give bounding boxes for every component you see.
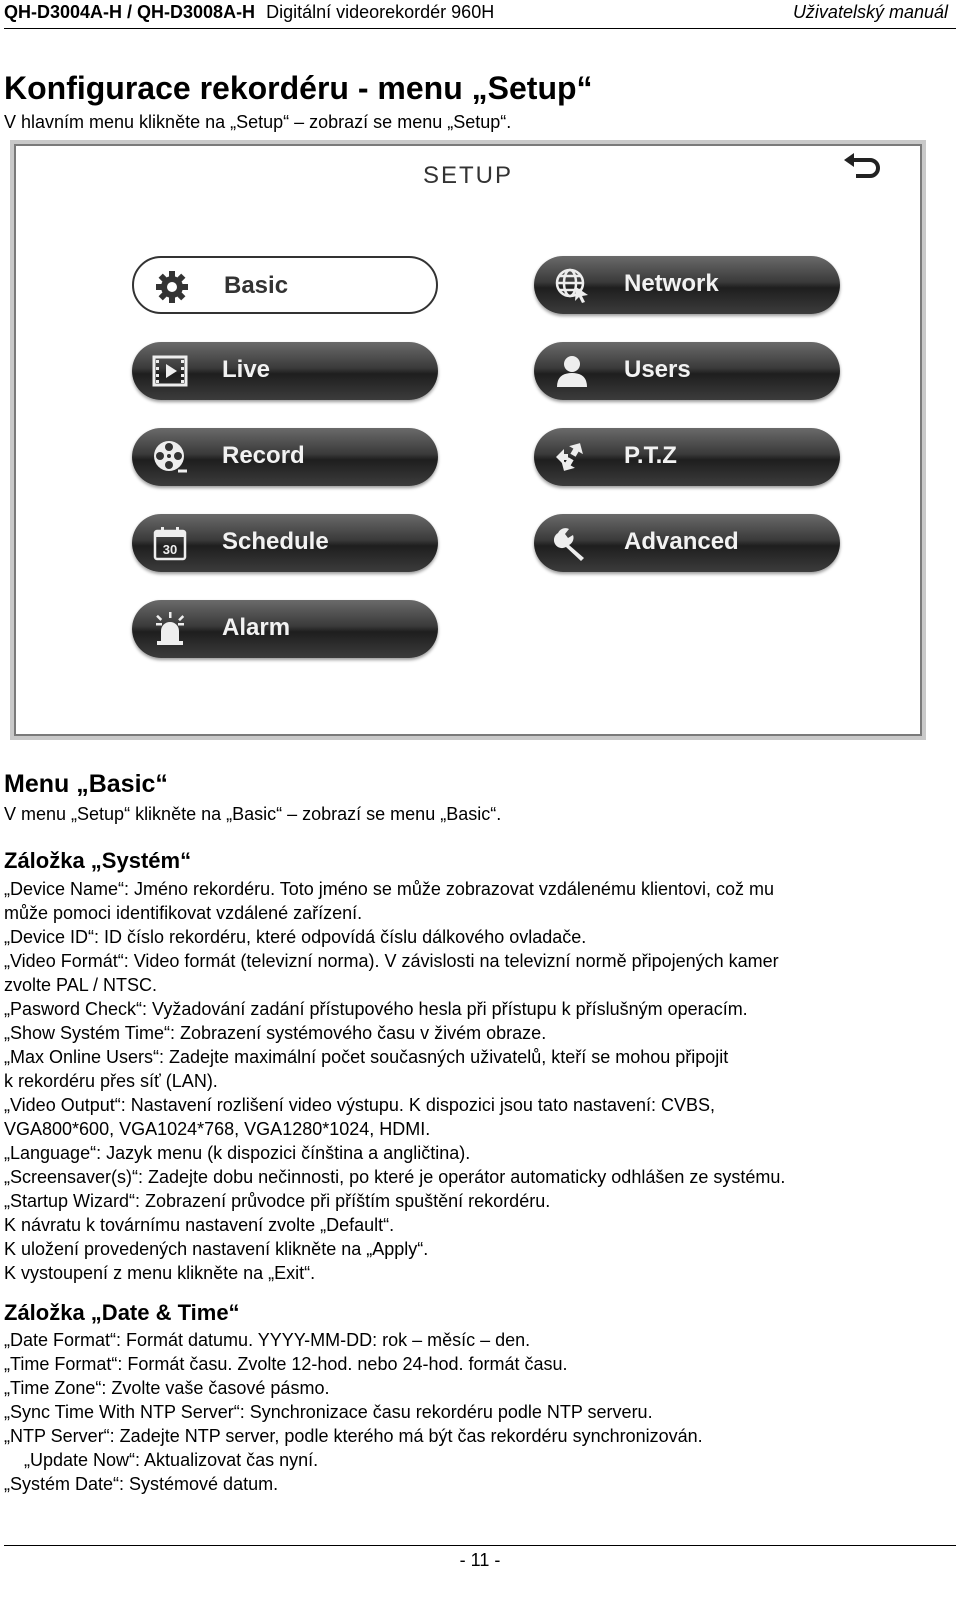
- setup-button-advanced[interactable]: [534, 514, 840, 572]
- setup-button-live[interactable]: [132, 342, 438, 400]
- film-icon: [152, 353, 188, 389]
- back-icon[interactable]: [842, 152, 882, 182]
- date-line: „Systém Date“: Systémové datum.: [4, 1474, 279, 1494]
- wrench-icon: [554, 525, 590, 561]
- header-left: [4, 0, 494, 24]
- system-line: „Max Online Users“: Zadejte maximální počet současných uživatelů, kteří se mohou připojit: [4, 1047, 729, 1067]
- setup-button-ptz[interactable]: [534, 428, 840, 486]
- page-header: [4, 0, 956, 29]
- setup-button-label: Record: [222, 442, 305, 469]
- system-line: K vystoupení z menu klikněte na „Exit“.: [4, 1263, 316, 1283]
- system-tab-text: [4, 877, 785, 1285]
- setup-button-record[interactable]: [132, 428, 438, 486]
- section-title-setup: Konfigurace rekordéru - menu „Setup“: [4, 70, 593, 106]
- date-line: „Sync Time With NTP Server“: Synchronizace času rekordéru podle NTP serveru.: [4, 1402, 653, 1422]
- system-tab-title: Záložka „Systém“: [4, 848, 192, 873]
- system-line: „Device Name“: Jméno rekordéru. Toto jméno se může zobrazovat vzdálenému klientovi, což mu: [4, 879, 775, 899]
- section-title-basic: Menu „Basic“: [4, 770, 168, 798]
- system-line: „Device ID“: ID číslo rekordéru, které odpovídá číslu dálkového ovladače.: [4, 927, 587, 947]
- setup-screenshot: [10, 140, 926, 740]
- footer-rule: [4, 1545, 956, 1546]
- page-number: - 11 -: [459, 1550, 501, 1570]
- section-intro-setup: V hlavním menu klikněte na „Setup“ – zobrazí se menu „Setup“.: [4, 112, 512, 132]
- setup-button-schedule[interactable]: [132, 514, 438, 572]
- system-line: K návratu k továrnímu nastavení zvolte „Default“.: [4, 1215, 395, 1235]
- system-line: „Screensaver(s)“: Zadejte dobu nečinnosti, po které je operátor automaticky odhlášen ze systému.: [4, 1167, 786, 1187]
- system-line: „Video Output“: Nastavení rozlišení video výstupu. K dispozici jsou tato nastavení: CVBS,: [4, 1095, 716, 1115]
- globe-icon: [554, 267, 590, 303]
- date-line: „Time Format“: Formát času. Zvolte 12-hod. nebo 24-hod. formát času.: [4, 1354, 568, 1374]
- header-product: Digitální videorekordér 960H: [266, 2, 495, 22]
- system-line: zvolte PAL / NTSC.: [4, 975, 158, 995]
- date-line: „Time Zone“: Zvolte vaše časové pásmo.: [4, 1378, 330, 1398]
- date-line: „Update Now“: Aktualizovat čas nyní.: [4, 1450, 319, 1470]
- date-tab-title: Záložka „Date & Time“: [4, 1300, 240, 1325]
- system-line: „Language“: Jazyk menu (k dispozici čínština a angličtina).: [4, 1143, 471, 1163]
- setup-button-label: Schedule: [222, 528, 329, 555]
- setup-button-label: Basic: [224, 272, 289, 299]
- system-line: VGA800*600, VGA1024*768, VGA1280*1024, HDMI.: [4, 1119, 431, 1139]
- system-line: „Show Systém Time“: Zobrazení systémového času v živém obraze.: [4, 1023, 547, 1043]
- calendar-day: 30: [162, 542, 178, 557]
- system-line: „Startup Wizard“: Zobrazení průvodce při příštím spuštění rekordéru.: [4, 1191, 551, 1211]
- date-line: „Date Format“: Formát datumu. YYYY-MM-DD: rok – měsíc – den.: [4, 1330, 531, 1350]
- setup-button-alarm[interactable]: [132, 600, 438, 658]
- setup-button-label: P.T.Z: [624, 442, 677, 469]
- setup-button-label: Alarm: [222, 614, 291, 641]
- arrows-icon: [554, 439, 590, 475]
- setup-title: SETUP: [422, 162, 513, 189]
- gear-icon: [154, 269, 190, 305]
- calendar-icon: [152, 525, 188, 561]
- system-line: k rekordéru přes síť (LAN).: [4, 1071, 218, 1091]
- header-manual: Uživatelský manuál: [792, 2, 948, 22]
- section-intro-basic: V menu „Setup“ klikněte na „Basic“ – zobrazí se menu „Basic“.: [4, 804, 502, 824]
- setup-button-network[interactable]: [534, 256, 840, 314]
- header-model: QH-D3004A-H / QH-D3008A-H: [4, 2, 256, 22]
- system-line: K uložení provedených nastavení klikněte na „Apply“.: [4, 1239, 429, 1259]
- user-icon: [554, 353, 590, 389]
- setup-button-label: Advanced: [624, 528, 739, 555]
- setup-button-label: Network: [624, 270, 719, 297]
- date-line: „NTP Server“: Zadejte NTP server, podle kterého má být čas rekordéru synchronizován.: [4, 1426, 703, 1446]
- film-reel-icon: [152, 439, 188, 475]
- system-line: „Pasword Check“: Vyžadování zadání přístupového hesla při přístupu k příslušným operacím.: [4, 999, 748, 1019]
- siren-icon: [152, 611, 188, 647]
- setup-button-users[interactable]: [534, 342, 840, 400]
- date-tab-text: [4, 1328, 703, 1496]
- setup-button-label: Live: [222, 356, 271, 383]
- system-line: může pomoci identifikovat vzdálené zařízení.: [4, 903, 363, 923]
- setup-button-label: Users: [624, 356, 691, 383]
- setup-button-basic[interactable]: [132, 256, 438, 314]
- system-line: „Video Formát“: Video formát (televizní norma). V závislosti na televizní normě připojených kamer: [4, 951, 779, 971]
